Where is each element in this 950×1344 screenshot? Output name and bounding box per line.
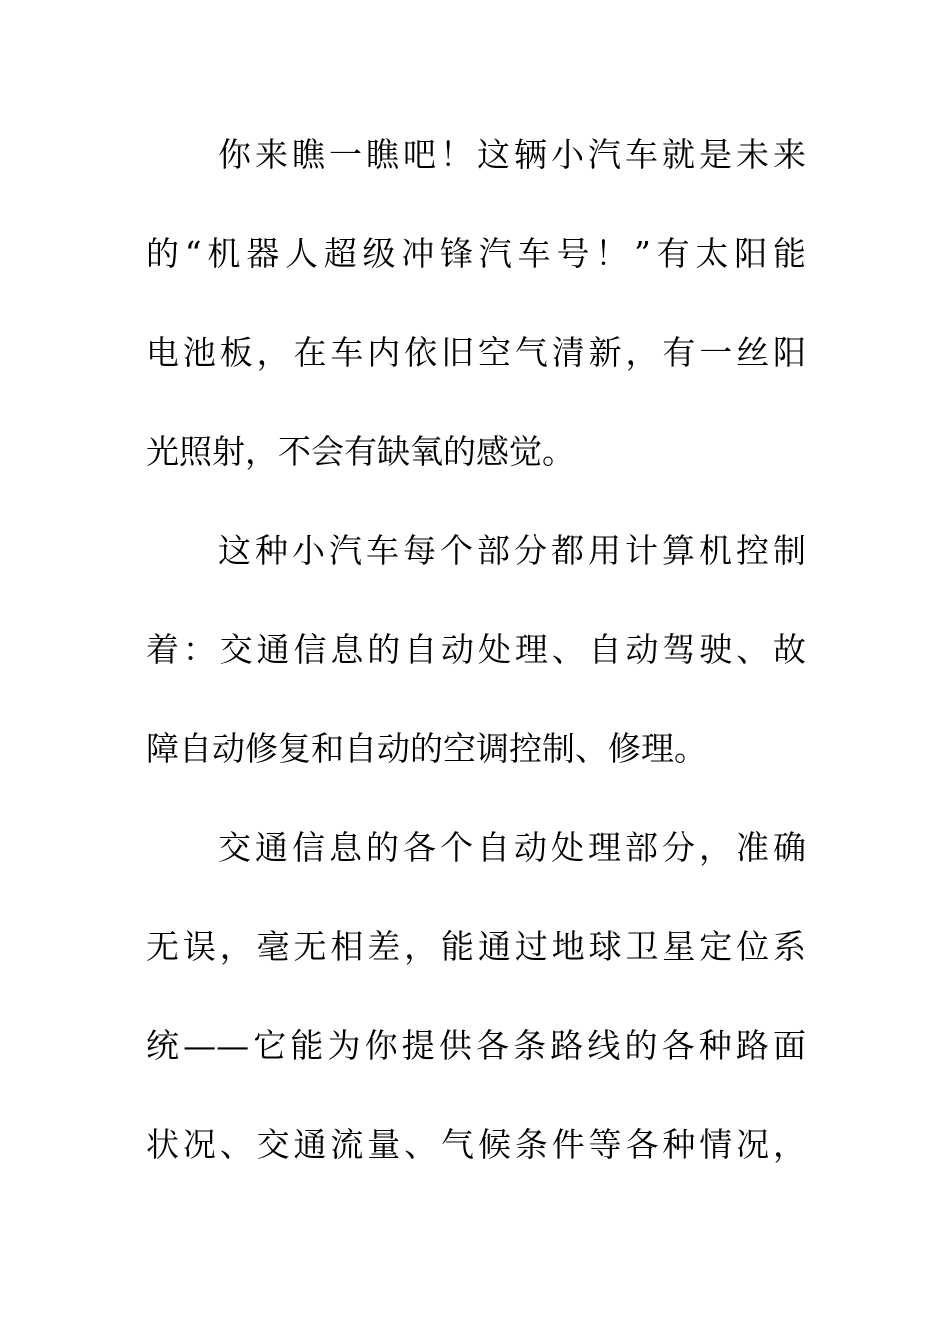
paragraph-2-line-2: 着：交通信息的自动处理、自动驾驶、故 <box>146 630 806 669</box>
paragraph-1-line-1: 你来瞧一瞧吧！这辆小汽车就是未来 <box>218 135 806 174</box>
paragraph-3-line-1: 交通信息的各个自动处理部分，准确 <box>218 828 806 867</box>
paragraph-2-line-3: 障自动修复和自动的空调控制、修理。 <box>146 729 707 768</box>
paragraph-3-line-2: 无误，毫无相差，能通过地球卫星定位系 <box>146 927 806 966</box>
paragraph-3-line-3: 统——它能为你提供各条路线的各种路面 <box>146 1026 806 1065</box>
paragraph-1-line-4: 光照射，不会有缺氧的感觉。 <box>146 432 575 471</box>
paragraph-2-line-1: 这种小汽车每个部分都用计算机控制 <box>218 531 806 570</box>
paragraph-1-line-3: 电池板，在车内依旧空气清新，有一丝阳 <box>146 333 806 372</box>
paragraph-3-line-4: 状况、交通流量、气候条件等各种情况， <box>146 1125 806 1164</box>
paragraph-1-line-2: 的“机器人超级冲锋汽车号！”有太阳能 <box>146 234 806 273</box>
